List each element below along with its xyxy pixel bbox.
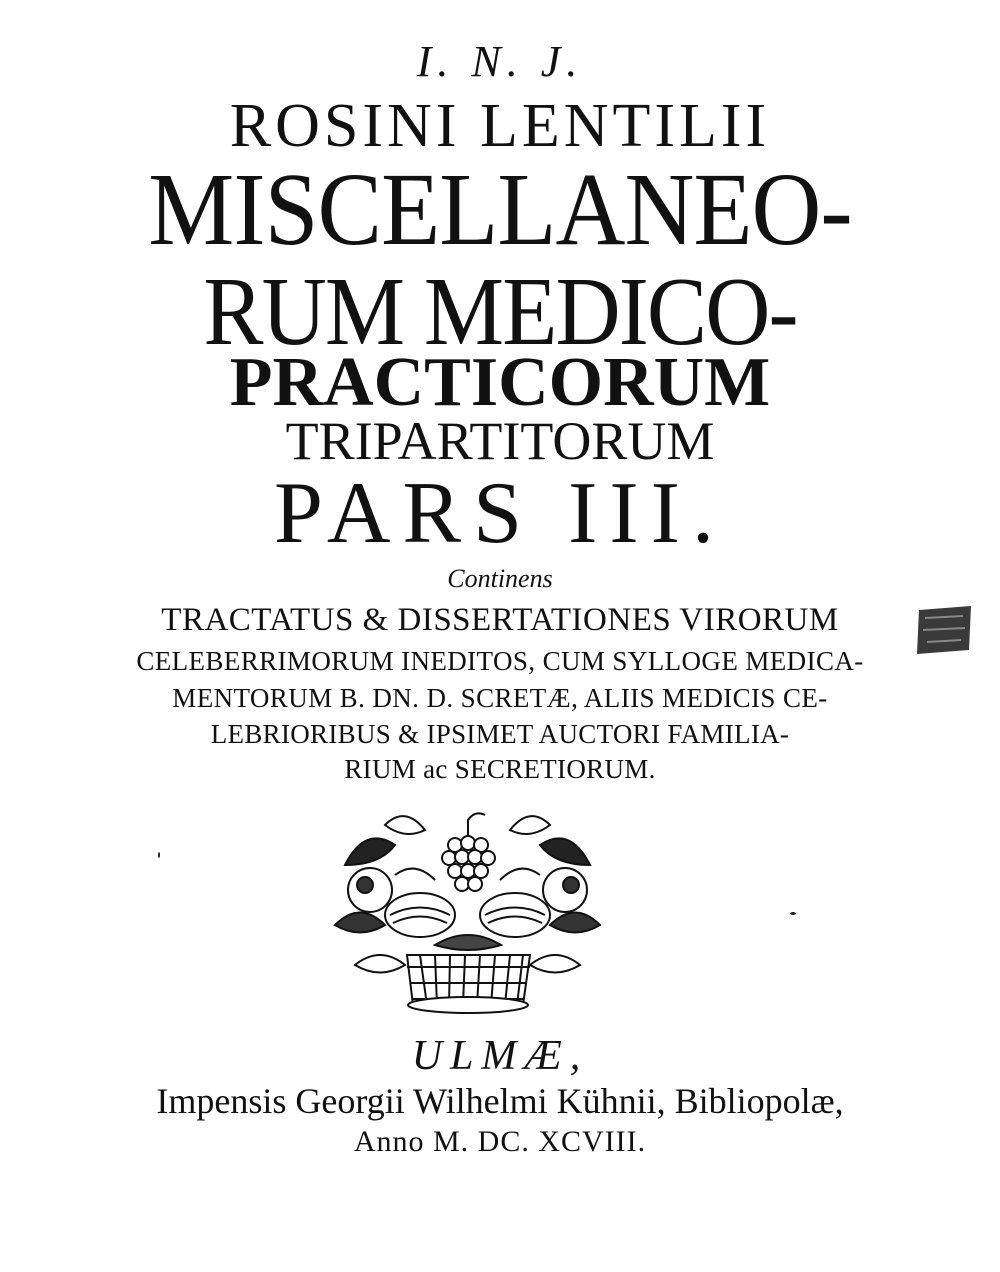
page-tab-stain <box>915 604 973 656</box>
publication-year: Anno M. DC. XCVIII. <box>353 1125 647 1158</box>
description-line: TRACTATUS & DISSERTATIONES VIRORUM <box>161 602 839 638</box>
description-line: MENTORUM B. DN. D. SCRETÆ, ALIIS MEDICIS CE- <box>172 683 828 713</box>
invocation: I. N. J. <box>416 37 584 86</box>
title-line-1: MISCELLANEO- <box>148 152 852 267</box>
description-line: RIUM ac SECRETIORUM. <box>344 754 656 784</box>
continens-label: Continens <box>447 564 553 593</box>
title-line-2: RUM MEDICO- <box>203 258 797 366</box>
place-of-publication: ULMÆ, <box>411 1033 589 1079</box>
title-line-4: TRIPARTITORUM <box>285 411 715 471</box>
description-line: LEBRIORIBUS & IPSIMET AUCTORI FAMILIA- <box>210 719 790 749</box>
description-line: CELEBERRIMORUM INEDITOS, CUM SYLLOGE MEDICA- <box>136 646 864 676</box>
title-line-3: PRACTICORUM <box>229 344 771 421</box>
fruit-basket-ornament <box>325 805 610 1020</box>
author-name: ROSINI LENTILII <box>229 92 771 160</box>
publisher-line: Impensis Georgii Wilhelmi Kühnii, Bibliopolæ, <box>156 1081 844 1121</box>
part-number: PARS III. <box>274 465 726 562</box>
ink-speck <box>158 852 160 858</box>
ink-speck <box>790 912 796 915</box>
